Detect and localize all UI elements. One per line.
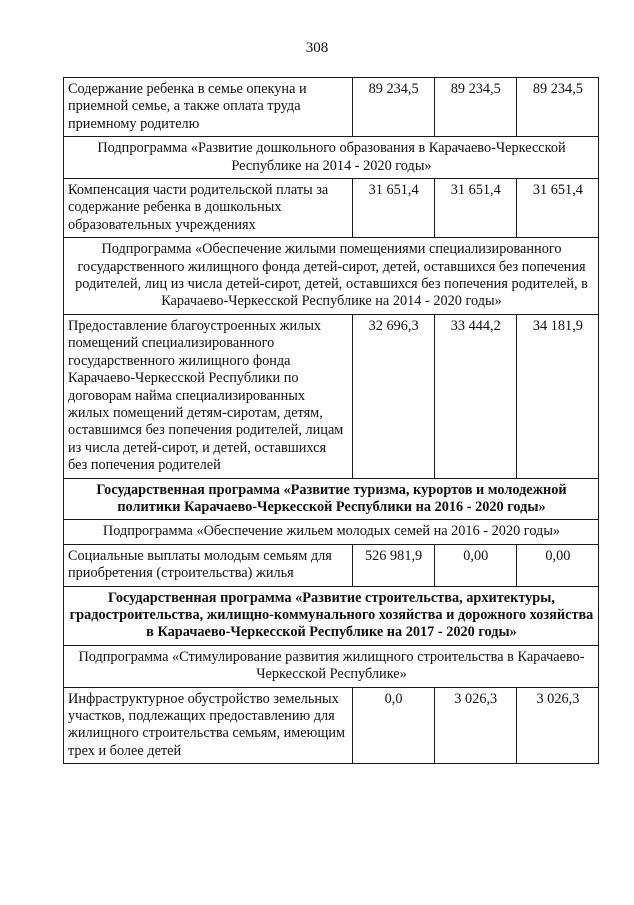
row-name: Инфраструктурное обустройство земельных участков, подлежащих предоставлению для жилищного строительства семьям, имеющим трех и более детей [64,687,353,764]
value-cell: 526 981,9 [352,544,434,586]
value-cell: 34 181,9 [516,314,598,478]
table-row [64,544,599,586]
value-cell: 32 696,3 [352,314,434,478]
budget-table [63,77,599,764]
page-number: 308 [305,40,329,56]
value-cell: 3 026,3 [516,687,598,764]
value-cell: 0,0 [352,687,434,764]
subprogram-row [64,238,599,315]
subprogram-title: Подпрограмма «Стимулирование развития жилищного строительства в Карачаево-Черкесской Республике» [64,645,599,687]
subprogram-title: Подпрограмма «Развитие дошкольного образования в Карачаево-Черкесской Республике на 2014 - 2020 годы» [64,137,599,179]
program-row [64,478,599,520]
subprogram-title: Подпрограмма «Обеспечение жильем молодых семей на 2016 - 2020 годы» [64,520,599,544]
program-title: Государственная программа «Развитие строительства, архитектуры, градостроительства, жилищно-коммунального хозяйства и дорожного хозяйства в Карачаево-Черкесской Республике на 2017 - 2020 годы» [64,586,599,645]
value-cell: 0,00 [434,544,516,586]
value-cell: 31 651,4 [434,179,516,238]
subprogram-title: Подпрограмма «Обеспечение жилыми помещениями специализированного государственного жилищного фонда детей-сирот, детей, оставшихся без попечения родителей, лиц из числа детей-сирот, детей, оставшихся без попечения родителей, в Карачаево-Черкесской Республике на 2014 - 2020 годы» [64,238,599,315]
value-cell: 3 026,3 [434,687,516,764]
table-row [64,687,599,764]
row-name: Социальные выплаты молодым семьям для приобретения (строительства) жилья [64,544,353,586]
value-cell: 31 651,4 [516,179,598,238]
row-name: Содержание ребенка в семье опекуна и приемной семье, а также оплата труда приемному родителю [64,78,353,137]
subprogram-row [64,137,599,179]
value-cell: 33 444,2 [434,314,516,478]
row-name: Предоставление благоустроенных жилых помещений специализированного государственного жилищного фонда Карачаево-Черкесской Республики по договорам найма специализированных жилых помещений детям-сиротам, детям, оставшимся без попечения родителей, лицам из числа детей-сирот, и детей, оставшихся без попечения родителей [64,314,353,478]
value-cell: 0,00 [516,544,598,586]
row-name: Компенсация части родительской платы за содержание ребенка в дошкольных образовательных учреждениях [64,179,353,238]
value-cell: 89 234,5 [434,78,516,137]
value-cell: 89 234,5 [516,78,598,137]
program-title: Государственная программа «Развитие туризма, курортов и молодежной политики Карачаево-Черкесской Республики на 2016 - 2020 годы» [64,478,599,520]
subprogram-row [64,520,599,544]
program-row [64,586,599,645]
table-row [64,78,599,137]
table-row [64,314,599,478]
subprogram-row [64,645,599,687]
table-row [64,179,599,238]
value-cell: 89 234,5 [352,78,434,137]
value-cell: 31 651,4 [352,179,434,238]
